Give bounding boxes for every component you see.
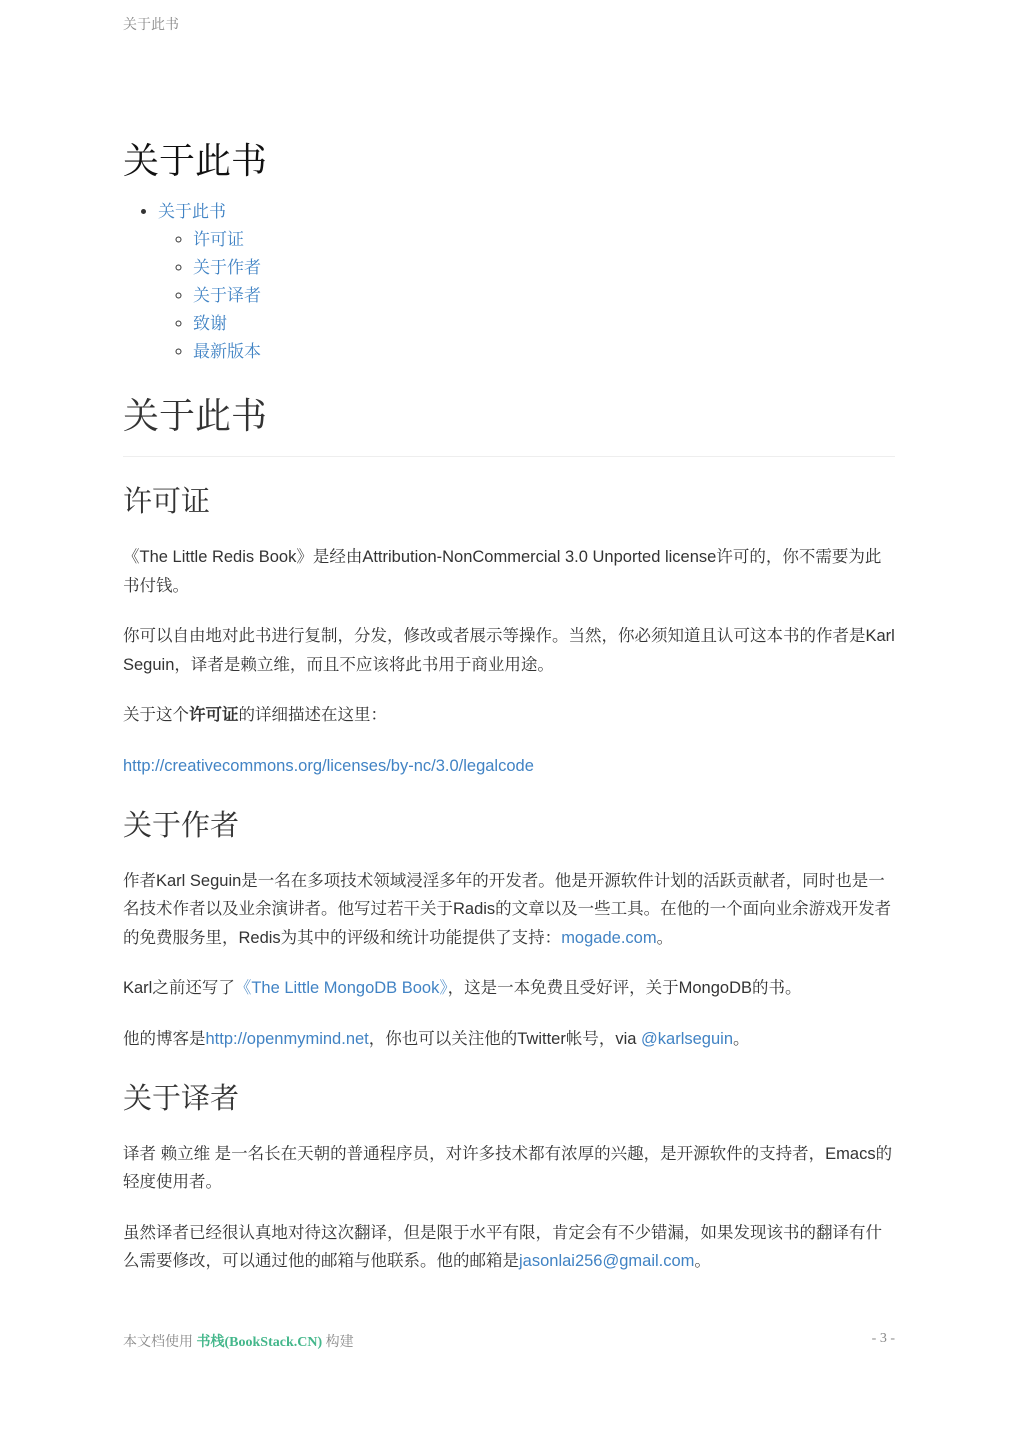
license-p3-bold: 许可证 xyxy=(189,706,239,725)
toc-sublist xyxy=(158,226,895,366)
license-p3-before: 关于这个 xyxy=(123,706,189,725)
toc-item xyxy=(193,226,895,254)
author-p2-before: Karl之前还写了 xyxy=(123,979,235,998)
toc-link-license[interactable]: 许可证 xyxy=(193,230,244,249)
author-paragraph-3 xyxy=(123,1025,895,1054)
translator-heading: 关于译者 xyxy=(123,1080,240,1115)
footer-brand-link[interactable]: 书栈(BookStack.CN) xyxy=(196,1335,323,1350)
blog-link[interactable]: http://openmymind.net xyxy=(205,1029,369,1048)
footer-suffix: 构建 xyxy=(322,1335,354,1350)
toc-item xyxy=(193,310,895,338)
footer-prefix: 本文档使用 xyxy=(123,1335,197,1350)
author-paragraph-2 xyxy=(123,974,895,1003)
translator-p2-end: 。 xyxy=(694,1252,711,1271)
author-heading: 关于作者 xyxy=(123,807,240,842)
twitter-link[interactable]: @karlseguin xyxy=(641,1029,734,1048)
license-paragraph-3 xyxy=(123,701,895,730)
author-paragraph-1 xyxy=(123,867,895,953)
author-p1-text: 作者Karl Seguin是一名在多项技术领域浸淫多年的开发者。他是开源软件计划的活跃贡献者，同时也是一名技术作者以及业余演讲者。他写过若干关于Radis的文章以及一些工具。在他的一个面向业余游戏开发者的免费服务里，Redis为其中的评级和统计功能提供了支持： xyxy=(123,871,892,947)
mongodb-book-link[interactable]: 《The Little MongoDB Book》 xyxy=(234,979,448,998)
toc-link-translator[interactable]: 关于译者 xyxy=(193,286,261,305)
translator-paragraph-2 xyxy=(123,1219,895,1276)
section-title: 关于此书 xyxy=(123,392,895,457)
toc-link-latest-version[interactable]: 最新版本 xyxy=(193,342,261,361)
page-number: - 3 - xyxy=(871,1331,895,1346)
license-paragraph-2: 你可以自由地对此书进行复制，分发，修改或者展示等操作。当然，你必须知道且认可这本书的作者是Karl Seguin，译者是赖立维，而且不应该将此书用于商业用途。 xyxy=(123,627,895,674)
license-heading: 许可证 xyxy=(123,484,211,518)
email-link[interactable]: jasonlai256@gmail.com xyxy=(519,1252,695,1271)
page-footer xyxy=(123,1331,895,1351)
document-title: 关于此书 xyxy=(123,141,268,182)
toc-link-root[interactable]: 关于此书 xyxy=(158,202,226,221)
mogade-link[interactable]: mogade.com xyxy=(561,928,657,947)
author-p3-middle: ，你也可以关注他的Twitter帐号，via xyxy=(368,1029,642,1048)
toc-link-author[interactable]: 关于作者 xyxy=(193,258,261,277)
toc-item-root xyxy=(158,198,895,366)
author-p3-end: 。 xyxy=(733,1029,750,1048)
toc-item xyxy=(193,254,895,282)
toc-item xyxy=(193,282,895,310)
license-link-paragraph xyxy=(123,752,895,781)
license-paragraph-1: 《The Little Redis Book》是经由Attribution-NonCommercial 3.0 Unported license许可的，你不需要为此书付钱。 xyxy=(123,548,882,595)
table-of-contents xyxy=(123,198,895,366)
translator-paragraph-1: 译者 赖立维 是一名长在天朝的普通程序员，对许多技术都有浓厚的兴趣，是开源软件的支持者，Emacs的轻度使用者。 xyxy=(123,1144,893,1192)
running-head: 关于此书 xyxy=(123,16,179,32)
document-body xyxy=(123,140,895,1276)
translator-p2-text: 虽然译者已经很认真地对待这次翻译，但是限于水平有限，肯定会有不少错漏，如果发现该书的翻译有什么需要修改，可以通过他的邮箱与他联系。他的邮箱是 xyxy=(123,1223,882,1271)
license-link[interactable]: http://creativecommons.org/licenses/by-nc/3.0/legalcode xyxy=(123,756,534,775)
license-p3-after: 的详细描述在这里： xyxy=(238,706,387,725)
toc-link-thanks[interactable]: 致谢 xyxy=(193,314,227,333)
author-p1-end: 。 xyxy=(656,928,674,947)
toc-item xyxy=(193,338,895,366)
author-p2-after: ，这是一本免费且受好评，关于MongoDB的书。 xyxy=(447,979,802,998)
author-p3-before: 他的博客是 xyxy=(123,1029,206,1048)
